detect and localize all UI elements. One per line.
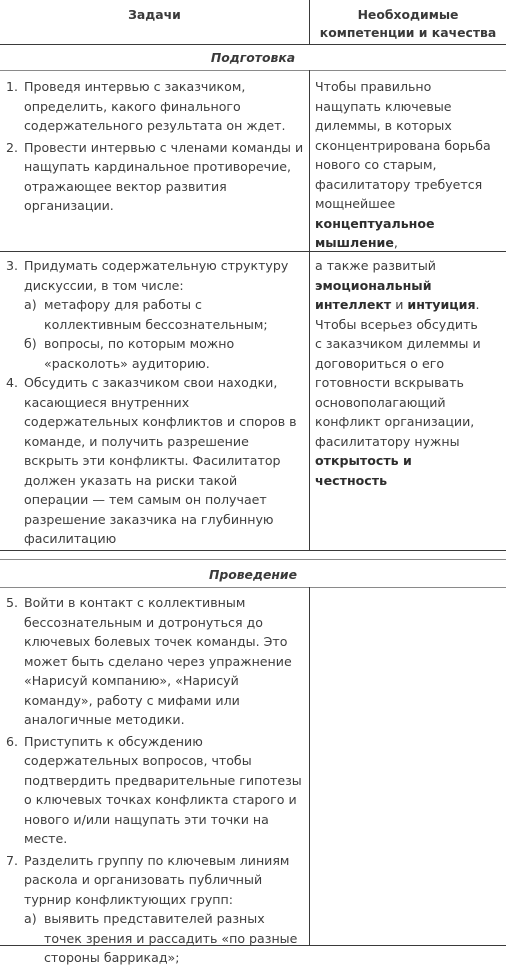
tasks-block-1: [6, 77, 304, 216]
list-item: 4. Обсудить с заказчиком свои находки, касающиеся внутренних содержательных конфликтов и споров в команде, и получить разрешение вскрыть эти конфликты. Фасилитатор должен указать на риски такой операции — тем самым он получает разрешение заказчика на глубинную фасилитацию: [6, 375, 297, 546]
header-competences: Необходимые компетенции и качества: [319, 7, 497, 40]
list-item: 7. Разделить группу по ключевым линиям раскола и организовать публичный турнир конфликтующих групп:: [6, 852, 290, 907]
competences-block-2: а также развитый эмоциональный интеллект и интуиция. Чтобы всерьез обсудить с заказчиком дилеммы и договориться о его готовности вскрывать основополагающий конфликт организации, фасилитатору нужны открытость и честность: [315, 258, 481, 488]
competences-block-1: Чтобы правильно нащупать ключевые дилеммы, в которых сконцентрирована борьба нового со старым, фасилитатору требуется мощнейшее концептуальное мышление,: [315, 79, 491, 250]
column-divider-prep: [309, 70, 310, 550]
rule-before-conduct: [0, 559, 506, 560]
list-subitem: а) выявить представителей разных точек зрения и рассадить «по разные стороны баррикад»;: [24, 911, 298, 965]
rule-after-block2: [0, 550, 506, 551]
header-tasks: Задачи: [128, 7, 181, 22]
list-subitem: а) метафору для работы с коллективным бессознательным;: [24, 297, 268, 332]
list-item: 6. Приступить к обсуждению содержательных вопросов, чтобы подтвердить предварительные гипотезы о ключевых точках конфликта старого и нового и/или нащупать эти точки на месте.: [6, 733, 302, 846]
list-item: 2. Провести интервью с членами команды и нащупать кардинальное противоречие, отражающее вектор развития организации.: [6, 139, 304, 213]
rule-top-header: [0, 44, 506, 45]
tasks-block-2: [6, 256, 304, 549]
tasks-block-3: [6, 593, 304, 968]
section-title-preparation: Подготовка: [210, 50, 296, 65]
rule-after-conduct-title: [0, 587, 506, 588]
list-item: 3. Придумать содержательную структуру дискуссии, в том числе:: [6, 258, 289, 293]
list-item: 1. Проведя интервью с заказчиком, определить, какого финального содержательного результата он ждет.: [6, 79, 286, 133]
column-divider-conduct: [309, 587, 310, 945]
section-title-conduct: Проведение: [208, 567, 298, 582]
list-subitem: б) вопросы, по которым можно «расколоть» аудиторию.: [24, 336, 235, 371]
list-item: 5. Войти в контакт с коллективным бессознательным и дотронуться до ключевых болевых точек команды. Это может быть сделано через упражнение «Нарисуй компанию», «Нарисуй команду», работу с мифами или аналогичные методики.: [6, 595, 292, 727]
rule-after-prep-title: [0, 70, 506, 71]
